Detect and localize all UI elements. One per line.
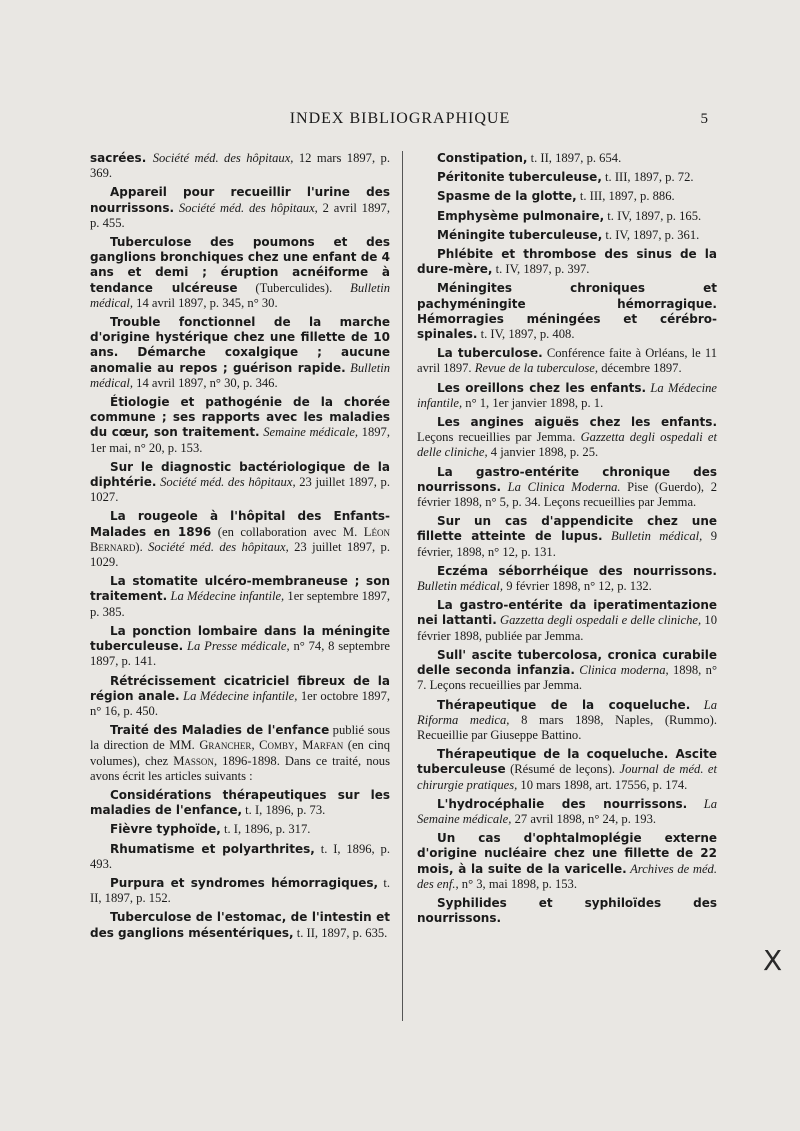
bibliography-entry: [417, 465, 717, 511]
bibliography-entry: [417, 797, 717, 827]
entry-text: n° 3, mai 1898, p. 153.: [458, 876, 577, 891]
entry-journal: Bulletin médical,: [90, 280, 390, 310]
bibliography-entry: [90, 395, 390, 456]
entry-title: Fièvre typhoïde,: [110, 822, 221, 837]
entry-journal: Semaine médicale,: [259, 425, 359, 440]
entry-text: Léon Bernard: [90, 524, 390, 554]
entry-journal: La Médecine infantile,: [179, 688, 298, 703]
bibliography-entry: [417, 209, 717, 224]
entry-title: Constipation,: [437, 151, 528, 165]
entry-text: 1898, n° 7. Leçons recueillies par Jemma.: [417, 663, 717, 693]
entry-title: Sur un cas d'appendicite chez une fillette atteinte de lupus.: [417, 514, 717, 544]
entry-title: Méningite tuberculeuse,: [437, 227, 603, 242]
entry-text: Pise (Guerdo), 2 février 1898, n° 5, p. 34. Leçons recueillies par Jemma.: [417, 479, 717, 510]
entry-journal: La Semaine médicale,: [417, 796, 717, 826]
bibliography-entry: [90, 822, 390, 837]
right-column: [417, 151, 717, 930]
entry-text: 10 février 1898, publiée par Jemma.: [417, 613, 717, 643]
entry-journal: La Médecine infantile,: [417, 380, 717, 410]
bibliography-entry: [90, 674, 390, 720]
entry-journal: La Riforma medica,: [417, 697, 718, 727]
bibliography-entry: [417, 170, 717, 185]
bibliography-entry: [417, 598, 717, 644]
entry-title: Un cas d'ophtalmoplégie externe d'origine nucléaire chez une fillette de 22 mois, à la suite de la varicelle.: [417, 831, 717, 876]
entry-text: Grancher: [199, 738, 252, 753]
entry-text: (Résumé de leçons).: [505, 762, 620, 777]
entry-journal: Gazzetta degli ospedali et delle cliniche,: [417, 430, 717, 460]
entry-title: L'hydrocéphalie des nourrissons.: [437, 796, 688, 811]
bibliography-entry: [90, 842, 390, 872]
entry-title: La stomatite ulcéro-membraneuse ; son traitement.: [90, 574, 390, 604]
bibliography-entry: [417, 698, 717, 744]
entry-title: La ponction lombaire dans la méningite tuberculeuse.: [90, 623, 390, 654]
entry-journal: Journal de méd. et chirurgie pratiques,: [417, 762, 717, 792]
entry-text: 14 avril 1897, p. 345, n° 30.: [133, 295, 278, 310]
entry-text: t. IV, 1897, p. 397.: [492, 262, 590, 277]
entry-text: ).: [135, 539, 149, 554]
entry-journal: Gazzetta degli ospedali e delle cliniche,: [496, 613, 702, 628]
bibliography-entry: [417, 564, 717, 594]
entry-title: Tuberculose des poumons et des ganglions bronchiques chez une enfant de 4 ans et demi ; éruption acnéiforme à tendance ulcéreuse: [90, 235, 390, 295]
entry-journal: Bulletin médical,: [417, 579, 504, 594]
entry-title: Thérapeutique de la coqueluche. Ascite tuberculeuse: [417, 747, 717, 777]
entry-journal: Société méd. des hôpitaux,: [156, 475, 296, 490]
bibliography-entry: [417, 831, 717, 892]
entry-title: Considérations thérapeutiques sur les maladies de l'enfance,: [90, 787, 390, 818]
entry-title: Méningites chroniques et pachyméningite hémorragique. Hémorragies méningées et cérébro-spinales.: [417, 281, 717, 342]
handwritten-margin-mark: X: [763, 944, 783, 977]
entry-text: Masson: [173, 753, 214, 768]
entry-title: Syphilides et syphiloïdes des nourrissons.: [417, 895, 717, 926]
entry-title: La gastro-entérite da iperatimentazione nei lattanti.: [417, 598, 717, 628]
entry-journal: La Presse médicale,: [183, 639, 290, 654]
entry-journal: Clinica moderna,: [574, 663, 669, 678]
entry-text: Leçons recueillies par Jemma.: [417, 430, 581, 445]
entry-text: 10 mars 1898, art. 17556, p. 174.: [517, 777, 688, 792]
bibliography-entry: [417, 189, 717, 204]
bibliography-entry: [90, 723, 390, 784]
bibliography-entry: [417, 346, 717, 376]
entry-text: (en collaboration avec M.: [211, 524, 364, 539]
bibliography-entry: [417, 247, 717, 277]
entry-text: 23 juillet 1897, p. 1029.: [90, 539, 390, 570]
bibliography-entry: [417, 896, 717, 926]
bibliography-entry: [417, 281, 717, 342]
bibliography-entry: [90, 509, 390, 570]
entry-text: t. I, 1896, p. 317.: [220, 822, 311, 837]
bibliography-entry: [90, 185, 390, 231]
entry-title: Étiologie et pathogénie de la chorée commune ; ses rapports avec les maladies du cœur, son traitement.: [90, 395, 390, 440]
entry-text: , 1896-1898. Dans ce traité, nous avons écrit les articles suivants :: [90, 753, 390, 783]
bibliography-entry: [417, 415, 717, 461]
bibliography-entry: [90, 460, 390, 506]
page-number: 5: [700, 111, 708, 127]
entry-text: (en cinq volumes), chez: [90, 738, 391, 768]
entry-title: Purpura et syndromes hémorragiques,: [110, 875, 379, 890]
entry-title: Rhumatisme et polyarthrites,: [110, 841, 315, 856]
entry-title: La rougeole à l'hôpital des Enfants-Malades en 1896: [90, 509, 390, 539]
entry-text: Marfan: [302, 738, 344, 753]
entry-title: Spasme de la glotte,: [437, 189, 577, 204]
entry-title: Les angines aiguës chez les enfants.: [437, 415, 717, 430]
entry-journal: Société méd. des hôpitaux,: [148, 539, 289, 554]
entry-text: t. II, 1897, p. 654.: [527, 151, 622, 165]
entry-text: n° 74, 8 septembre 1897, p. 141.: [90, 639, 390, 669]
bibliography-entry: [90, 910, 390, 940]
entry-text: t. II, 1897, p. 152.: [90, 875, 390, 906]
bibliography-entry: [417, 648, 717, 694]
entry-title: La tuberculose.: [437, 346, 543, 361]
entry-text: ,: [294, 738, 303, 753]
entry-text: 1897, 1er mai, n° 20, p. 153.: [90, 425, 390, 455]
bibliography-entry: [417, 228, 717, 243]
page-header: [0, 110, 800, 132]
entry-text: t. IV, 1897, p. 408.: [477, 327, 575, 342]
entry-text: t. III, 1897, p. 886.: [576, 189, 675, 204]
entry-journal: Archives de méd. des enf.,: [417, 861, 717, 891]
bibliography-entry: [90, 574, 390, 620]
entry-journal: Revue de la tuberculose,: [474, 361, 599, 376]
entry-text: 8 mars 1898, Naples, (Rummo). Recueillie par Giuseppe Battino.: [417, 712, 717, 742]
entry-text: ,: [251, 738, 260, 753]
entry-journal: La Médecine infantile,: [167, 589, 285, 604]
entry-text: 4 janvier 1898, p. 25.: [487, 445, 599, 460]
entry-text: décembre 1897.: [598, 361, 682, 376]
entry-text: 14 avril 1897, n° 30, p. 346.: [133, 375, 278, 390]
entry-text: 27 avril 1898, n° 24, p. 193.: [511, 811, 657, 826]
entry-text: Comby: [259, 738, 295, 753]
entry-journal: Bulletin médical,: [90, 360, 390, 390]
entry-title: Les oreillons chez les enfants.: [437, 380, 647, 395]
bibliography-entry: [90, 235, 390, 311]
entry-text: t. II, 1897, p. 635.: [293, 925, 388, 940]
entry-title: Sur le diagnostic bactériologique de la diphtérie.: [90, 459, 390, 490]
bibliography-entry: [417, 151, 717, 166]
entry-title: Traité des Maladies de l'enfance: [110, 723, 330, 738]
entry-title: Eczéma séborrhéique des nourrissons.: [437, 563, 717, 578]
bibliography-entry: [417, 747, 717, 793]
entry-text: t. I, 1896, p. 73.: [242, 803, 326, 818]
entry-title: La gastro-entérite chronique des nourrissons.: [417, 464, 717, 494]
entry-text: 9 février 1898, n° 12, p. 132.: [503, 579, 652, 594]
column-divider: [402, 151, 403, 1021]
entry-text: 9 février, 1898, n° 12, p. 131.: [417, 529, 717, 559]
entry-title: Péritonite tuberculeuse,: [437, 170, 602, 185]
bibliography-entry: [417, 514, 717, 560]
entry-text: t. IV, 1897, p. 361.: [602, 227, 700, 242]
entry-text: n° 1, 1er janvier 1898, p. 1.: [462, 395, 604, 410]
bibliography-entry: [90, 876, 390, 906]
entry-title: Sull' ascite tubercolosa, cronica curabile delle seconda infanzia.: [417, 647, 717, 678]
bibliography-entry: [90, 151, 390, 181]
entry-text: 1er octobre 1897, n° 16, p. 450.: [90, 688, 391, 718]
entry-title: Tuberculose de l'estomac, de l'intestin et des ganglions mésentériques,: [90, 910, 390, 940]
entry-text: t. I, 1896, p. 493.: [90, 841, 390, 871]
entry-title: Rétrécissement cicatriciel fibreux de la région anale.: [90, 673, 390, 703]
entry-title: Trouble fonctionnel de la marche d'origine hystérique chez une fillette de 10 ans. Démarche coxalgique ; aucune anomalie au repos ; guérison rapide.: [90, 315, 390, 375]
entry-text: 2 avril 1897, p. 455.: [90, 200, 390, 230]
bibliography-entry: [417, 381, 717, 411]
entry-journal: Bulletin médical,: [602, 529, 703, 544]
entry-journal: Société méd. des hôpitaux,: [174, 200, 318, 215]
entry-text: 1er septembre 1897, p. 385.: [90, 589, 390, 619]
running-title: INDEX BIBLIOGRAPHIQUE: [289, 110, 511, 127]
entry-text: t. IV, 1897, p. 165.: [604, 208, 702, 223]
entry-title: Emphysème pulmonaire,: [437, 208, 605, 223]
entry-journal: Société méd. des hôpitaux,: [152, 151, 294, 165]
entry-text: t. III, 1897, p. 72.: [601, 170, 694, 185]
entry-journal: La Clinica Moderna.: [501, 479, 621, 494]
entry-text: 23 juillet 1897, p. 1027.: [90, 475, 390, 505]
bibliography-entry: [90, 624, 390, 670]
entry-title: Phlébite et thrombose des sinus de la dure-mère,: [417, 247, 717, 277]
bibliography-entry: [90, 315, 390, 391]
entry-text: (Tuberculides).: [237, 280, 351, 295]
entry-title: sacrées.: [90, 151, 153, 165]
entry-text: Conférence faite à Orléans, le 11 avril 1897.: [417, 346, 717, 376]
entry-title: Appareil pour recueillir l'urine des nourrissons.: [90, 185, 390, 215]
entry-text: 12 mars 1897, p. 369.: [90, 151, 390, 181]
left-column: [90, 151, 390, 945]
entry-title: Thérapeutique de la coqueluche.: [437, 697, 691, 712]
entry-text: publié sous la direction de MM.: [90, 723, 390, 753]
bibliography-entry: [90, 788, 390, 818]
